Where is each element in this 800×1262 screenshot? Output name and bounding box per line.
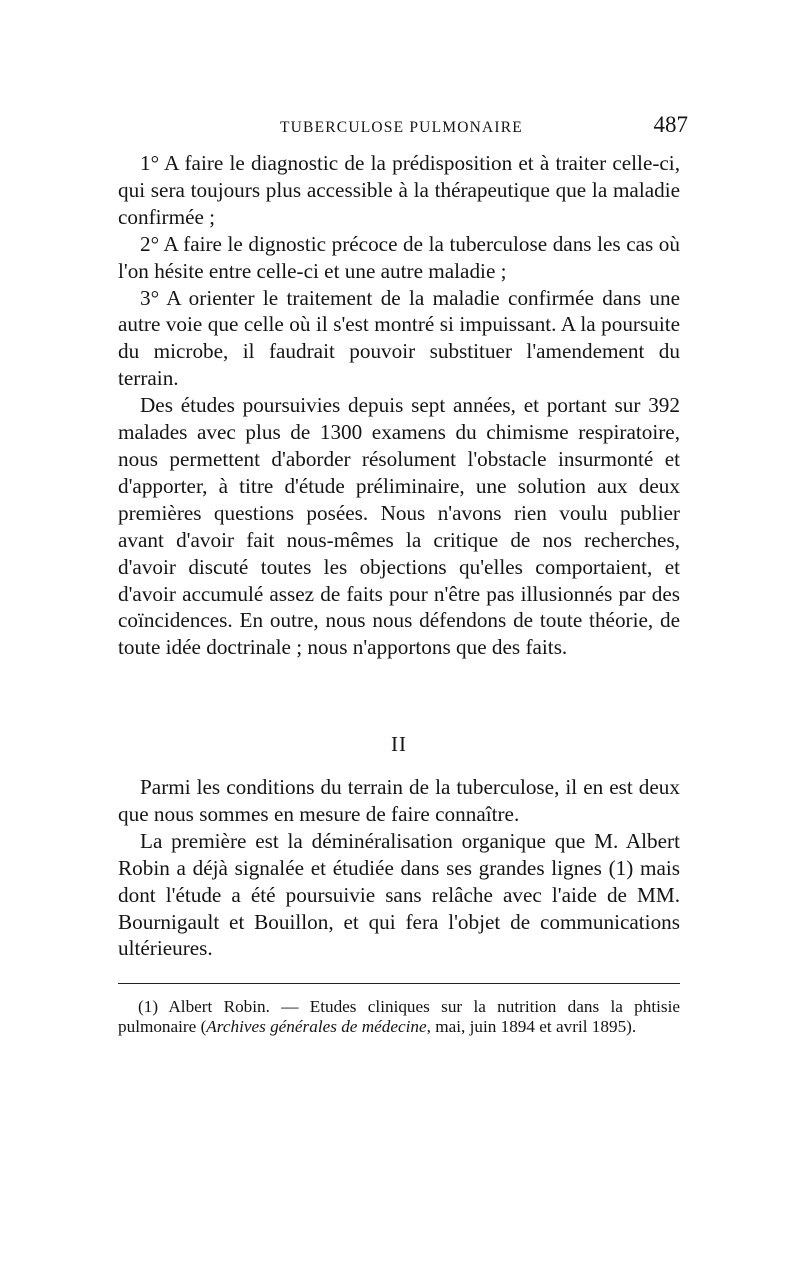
- section-body-text: [118, 774, 680, 962]
- footnote-lead: (1) Albert Robin. — Etudes cliniques sur la nutrition dans la phtisie pulmonaire (: [118, 997, 680, 1036]
- paragraph-item-2: 2° A faire le dignostic précoce de la tuberculose dans les cas où l'on hésite entre celle-ci et une autre maladie ;: [118, 231, 680, 283]
- page-number: 487: [653, 112, 688, 137]
- paragraph-item-3: 3° A orienter le traitement de la maladie confirmée dans une autre voie que celle où il s'est montré si impuissant. A la poursuite du microbe, il faudrait pouvoir substituer l'amendement du terrain.: [118, 285, 680, 391]
- footnote-rule: [118, 983, 680, 984]
- paragraph-conditions: Parmi les conditions du terrain de la tuberculose, il en est deux que nous sommes en mesure de faire connaître.: [118, 775, 680, 826]
- footnote-journal: Archives générales de médecine: [206, 1016, 427, 1036]
- running-header: [118, 112, 688, 142]
- paragraph-demineralisation: La première est la déminéralisation organique que M. Albert Robin a déjà signalée et étudiée dans ses grandes lignes (1) mais dont l'étude a été poursuivie sans relâche avec l'aide de MM. Bournigault et Bouillon, et qui fera l'objet de communications ultérieures.: [118, 828, 680, 961]
- paragraph-studies: Des études poursuivies depuis sept années, et portant sur 392 malades avec plus de 1300 examens du chimisme respiratoire, nous permettent d'aborder résolument l'obstacle insurmonté et d'apporter, à titre d'étude préliminaire, une solution aux deux premières questions posées. Nous n'avons rien voulu publier avant d'avoir fait nous-mêmes la critique de nos recherches, d'avoir discuté toutes les objections qu'elles comportaient, et d'avoir accumulé assez de faits pour n'être pas illusionnés par des coïncidences. En outre, nous nous défendons de toute théorie, de toute idée doctrinale ; nous n'apportons que des faits.: [118, 393, 680, 660]
- body-text: [118, 150, 680, 661]
- paragraph-item-1: 1° A faire le diagnostic de la prédisposition et à traiter celle-ci, qui sera toujours plus accessible à la thérapeutique que la maladie confirmée ;: [118, 151, 680, 229]
- running-title: TUBERCULOSE PULMONAIRE: [280, 119, 523, 136]
- footnote-tail: , mai, juin 1894 et avril 1895).: [426, 1016, 637, 1036]
- footnote: [118, 997, 680, 1036]
- section-heading: II: [391, 732, 407, 756]
